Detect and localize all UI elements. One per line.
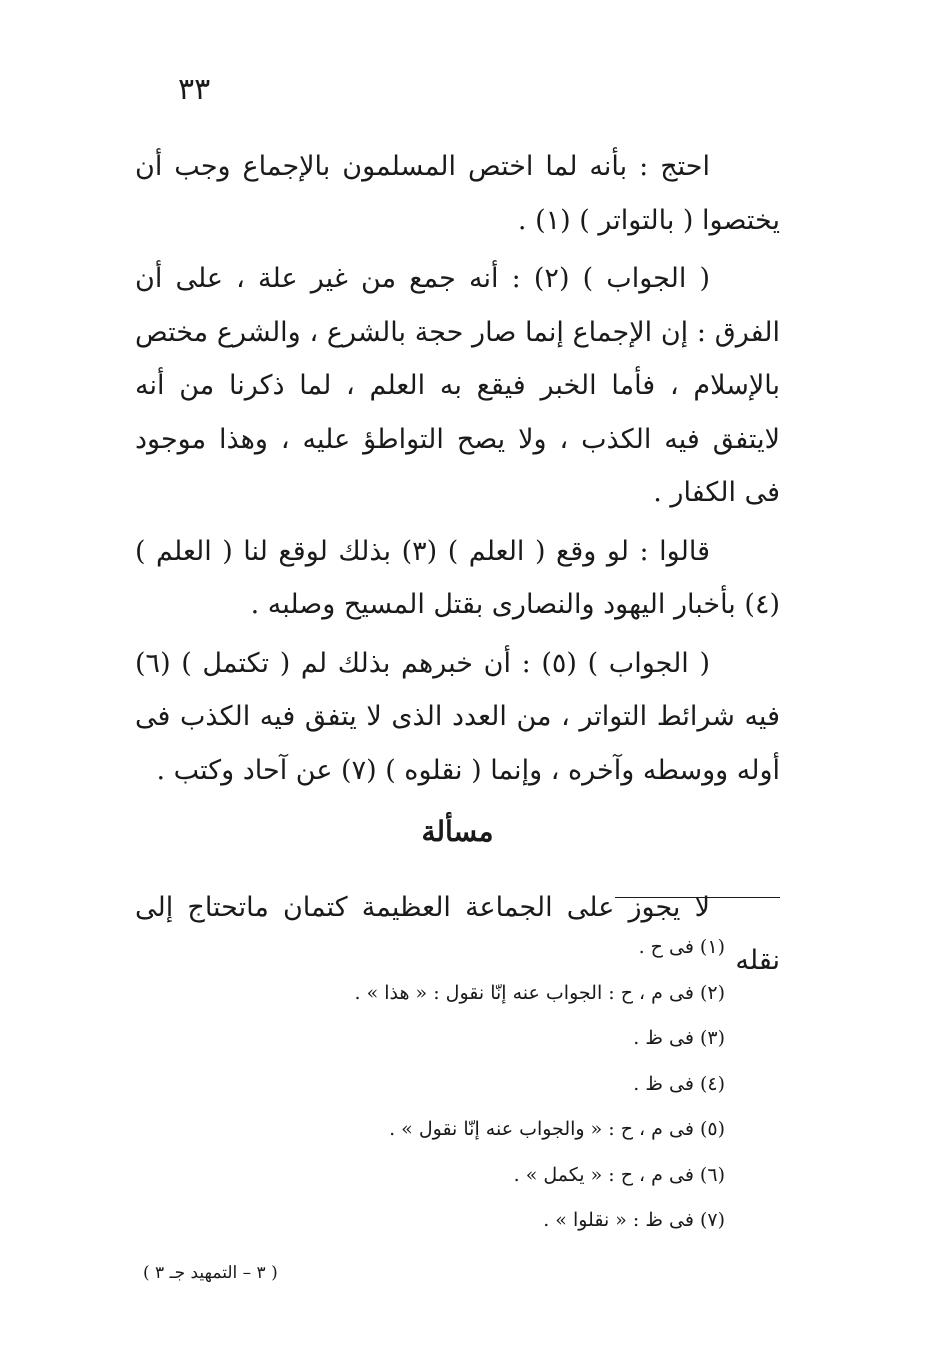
footnote-5: (٥) فى م ، ح : « والجواب عنه إنّا نقول » . <box>389 1118 725 1140</box>
section-heading: مسألة <box>421 815 494 848</box>
footnote-2: (٢) فى م ، ح : الجواب عنه إنّا نقول : « هذا » . <box>354 981 725 1004</box>
section-paragraph: لا يجوز على الجماعة العظيمة كتمان ماتحتاج إلى نقله <box>135 891 780 976</box>
paragraph-3: قالوا : لو وقع ( العلم ) (٣) بذلك لوقع لنا ( العلم ) (٤) بأخبار اليهود والنصارى بقتل المسيح وصلبه . <box>135 535 780 620</box>
paragraph-2: ( الجواب ) (٢) : أنه جمع من غير علة ، على أن الفرق : إن الإجماع إنما صار حجة بالشرع ، والشرع مختص بالإسلام ، فأما الخبر فيقع به العلم ، لما ذكرنا من أنه لايتفق فيه الكذب ، ولا يصح التواطؤ عليه ، وهذا موجود فى الكفار . <box>135 263 780 508</box>
paragraph-4: ( الجواب ) (٥) : أن خبرهم بذلك لم ( تكتمل ) (٦) فيه شرائط التواتر ، من العدد الذى لا يتفق فيه الكذب فى أوله ووسطه وآخره ، وإنما ( نقلوه ) (٧) عن آحاد وكتب . <box>135 647 780 786</box>
footnote-divider <box>615 897 780 898</box>
footnote-1: (١) فى ح . <box>638 936 725 958</box>
footnote-6: (٦) فى م ، ح : « يكمل » . <box>513 1163 725 1186</box>
signature-mark: ( ٣ – التمهيد جـ ٣ ) <box>143 1263 278 1283</box>
main-text <box>135 140 780 993</box>
footnote-4: (٤) فى ظ . <box>633 1072 725 1095</box>
footnotes-list <box>205 925 725 1244</box>
page-number: ٣٣ <box>178 72 211 107</box>
footnote-7: (٧) فى ظ : « نقلوا » . <box>543 1209 725 1231</box>
paragraph-1: احتج : بأنه لما اختص المسلمون بالإجماع وجب أن يختصوا ( بالتواتر ) (١) . <box>135 151 780 236</box>
footnote-3: (٣) فى ظ . <box>633 1027 725 1049</box>
